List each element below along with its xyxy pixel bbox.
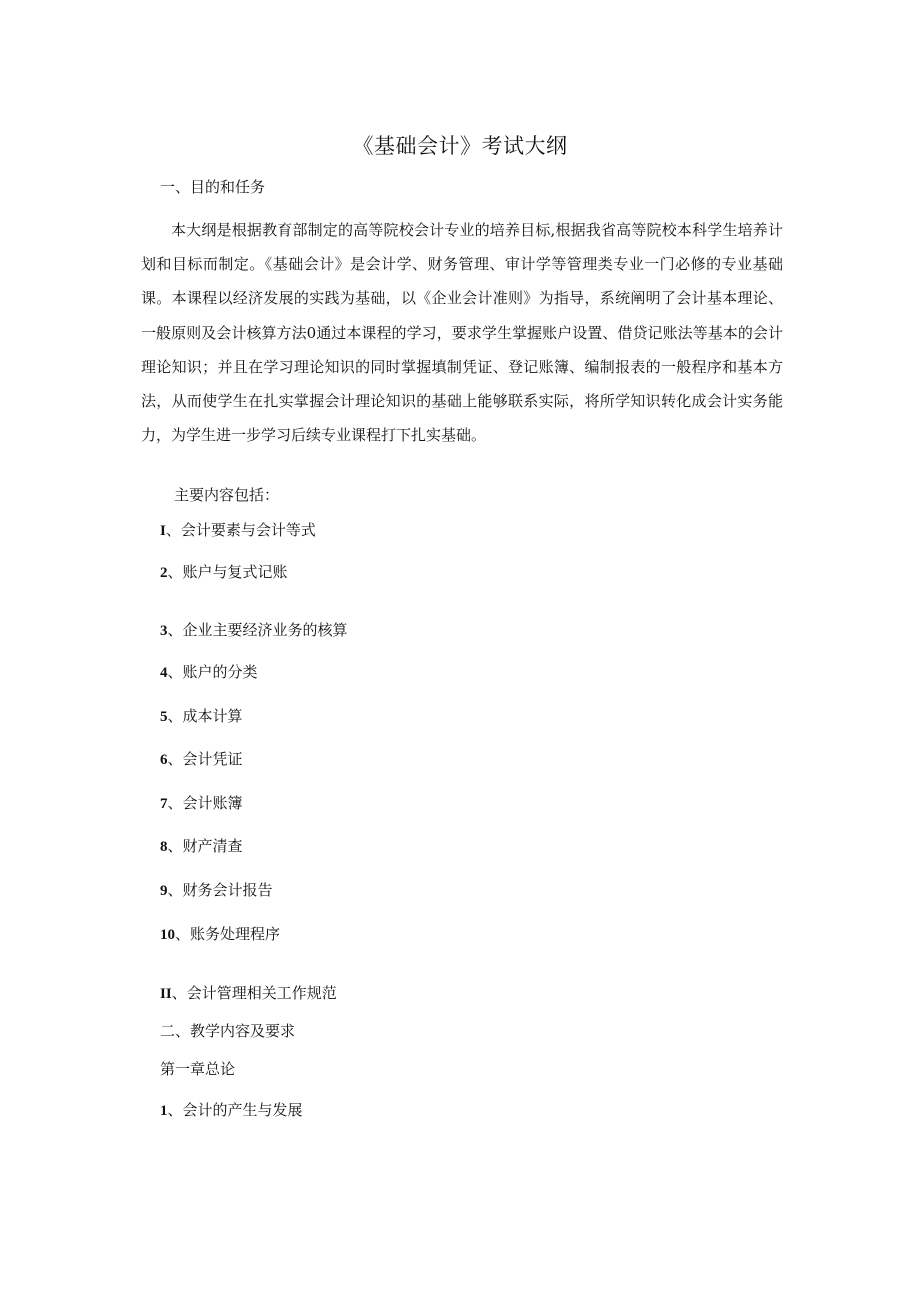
list-item-number: 5 <box>160 709 168 725</box>
body-paragraph: 本大纲是根据教育部制定的高等院校会计专业的培养目标,根据我省高等院校本科学生培养计划和目标而制定。《基础会计》是会计学、财务管理、审计学等管理类专业一门必修的专业基础课。本课程以经济发展的实践为基础，以《企业会计准则》为指导，系统阐明了会计基本理论、一般原则及会计核算方法0通过本课程的学习，要求学生掌握账户设置、借贷记账法等基本的会计理论知识；并且在学习理论知识的同时掌握填制凭证、登记账簿、编制报表的一般程序和基本方法，从而使学生在扎实掌握会计理论知识的基础上能够联系实际，将所学知识转化成会计实务能力，为学生进一步学习后续专业课程打下扎实基础。 <box>141 221 783 445</box>
list-item <box>160 835 243 858</box>
list-item-number: 10 <box>160 927 175 943</box>
list-item-text: 、企业主要经济业务的核算 <box>167 621 348 639</box>
section-heading-purpose: 一、目的和任务 <box>160 178 266 196</box>
list-item <box>160 661 258 684</box>
list-item-text: 、成本计算 <box>167 707 243 725</box>
list-item-text: 、会计的产生与发展 <box>167 1101 303 1119</box>
list-item-number: 9 <box>160 883 168 899</box>
list-item <box>160 619 348 642</box>
chapter-heading: 第一章总论 <box>160 1060 236 1078</box>
list-item-number: 4 <box>160 665 168 681</box>
list-item-number: 7 <box>160 796 168 812</box>
list-item <box>160 982 337 1005</box>
list-item-number: II <box>160 986 172 1002</box>
list-item-number: 8 <box>160 839 168 855</box>
list-item-text: 、账户与复式记账 <box>167 563 288 581</box>
list-item-text: 、会计账簿 <box>167 794 243 812</box>
list-item-text: 、账务处理程序 <box>175 925 281 943</box>
list-item-text: 、会计凭证 <box>167 750 243 768</box>
list-item-number: 6 <box>160 752 168 768</box>
list-item-text: 、财务会计报告 <box>167 881 273 899</box>
list-item-text: 、会计管理相关工作规范 <box>171 984 337 1002</box>
list-item-number: 2 <box>160 565 168 581</box>
document-title: 《基础会计》考试大纲 <box>352 134 568 158</box>
list-item-number: I <box>160 523 166 539</box>
list-item-text: 、会计要素与会计等式 <box>165 521 316 539</box>
main-content-label: 主要内容包括： <box>174 486 280 504</box>
list-item <box>160 748 243 771</box>
list-item <box>160 879 273 902</box>
list-item-number: 1 <box>160 1103 168 1119</box>
section-heading-teaching: 二、教学内容及要求 <box>160 1022 296 1040</box>
list-item <box>160 561 288 584</box>
list-item <box>160 705 243 728</box>
list-item-number: 3 <box>160 623 168 639</box>
list-item <box>160 792 243 815</box>
list-item <box>160 1099 303 1122</box>
list-item <box>160 519 316 542</box>
list-item-text: 、财产清查 <box>167 837 243 855</box>
list-item <box>160 923 280 946</box>
list-item-text: 、账户的分类 <box>167 663 258 681</box>
